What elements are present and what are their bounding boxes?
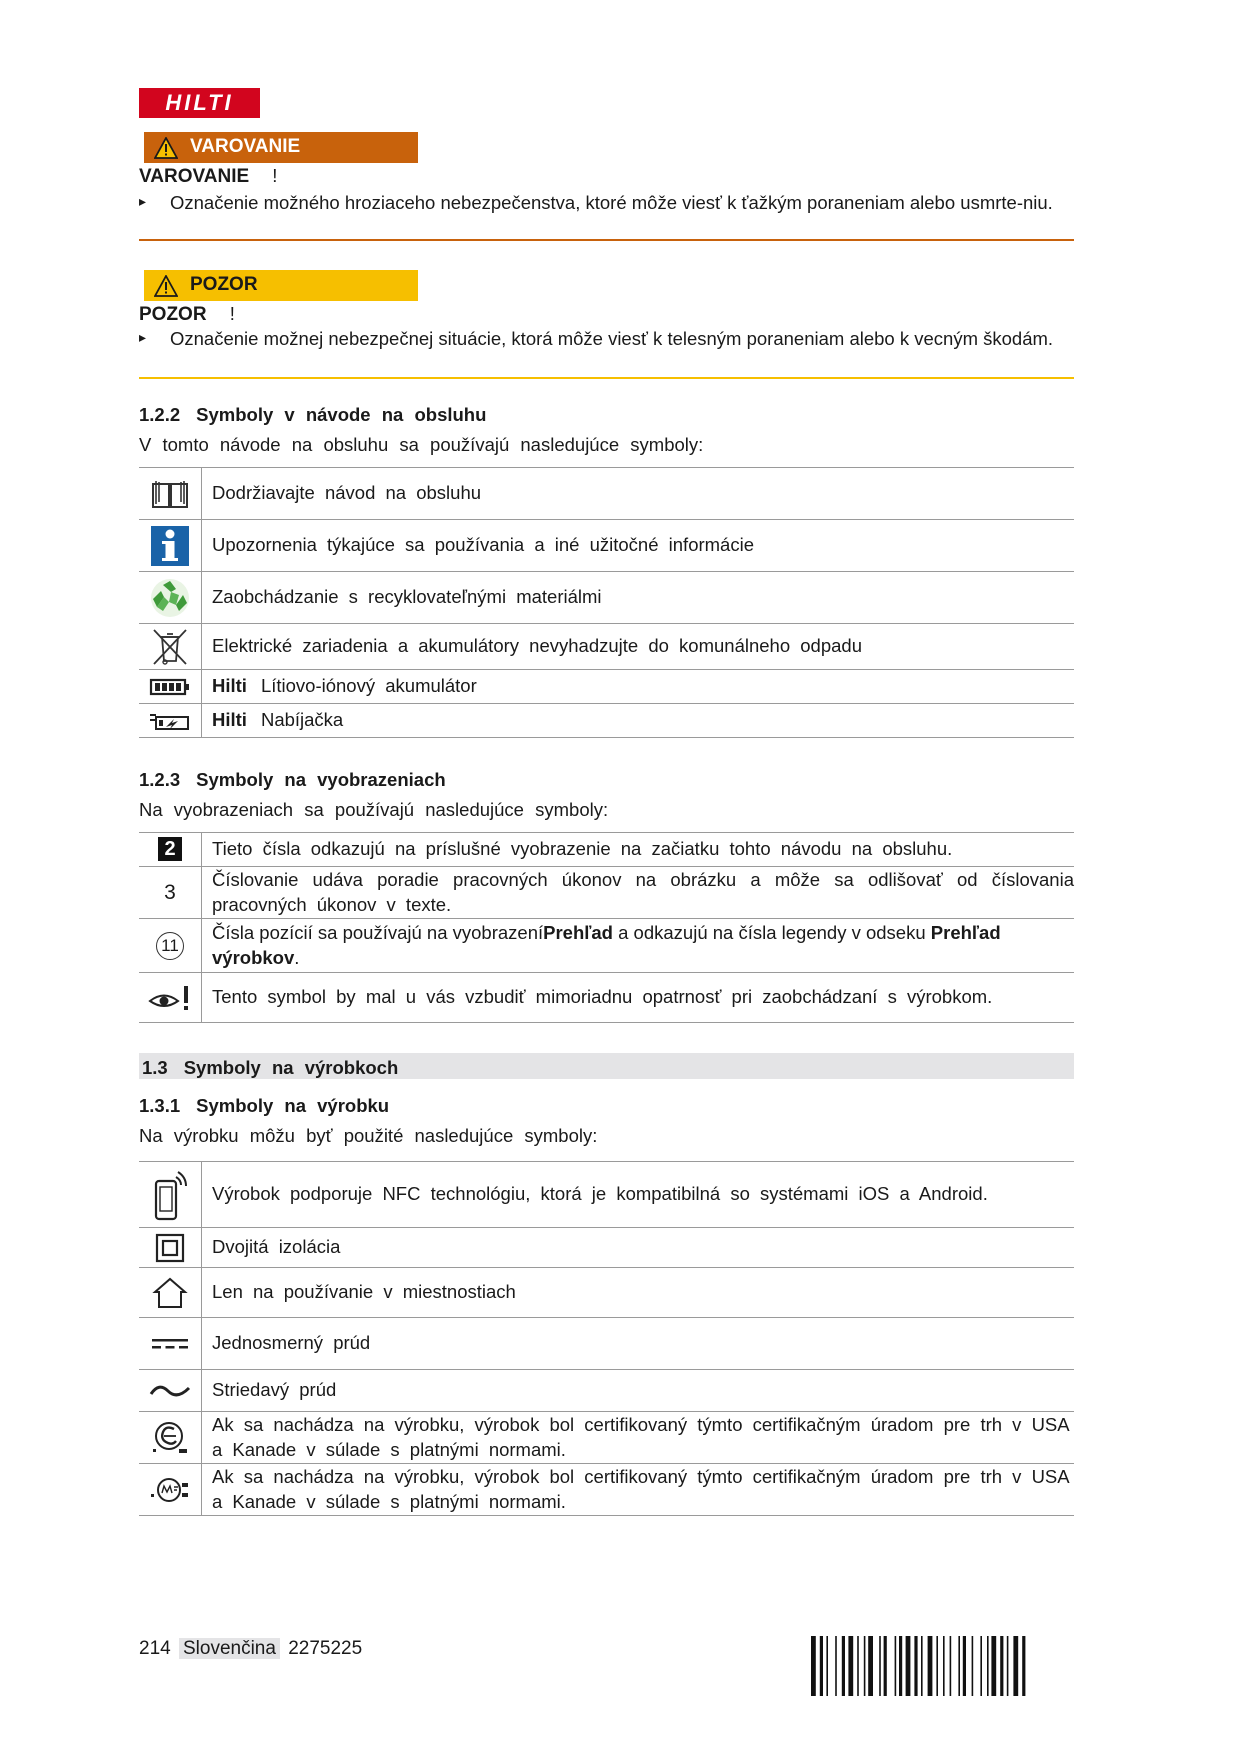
- section-1-2-3-intro: Na vyobrazeniach sa používajú nasledujúce symboly:: [139, 799, 609, 820]
- barcode-bar: [895, 1636, 897, 1696]
- csa-mark-icon: [150, 1418, 190, 1458]
- double-insulation-icon: [155, 1233, 185, 1263]
- text-part: Čísla pozícií sa používajú na vyobrazení: [212, 922, 544, 944]
- symbol-description: Len na používanie v miestnostiach: [202, 1268, 1075, 1318]
- table-row: [139, 1370, 1074, 1412]
- section-title: Symboly na vyobrazeniach: [196, 769, 446, 790]
- symbol-description: Jednosmerný prúd: [202, 1318, 1075, 1370]
- barcode-bar: [842, 1636, 845, 1696]
- figure-number-icon: 2: [158, 837, 182, 861]
- barcode-bar: [914, 1636, 917, 1696]
- document-number: 2275225: [288, 1638, 363, 1659]
- brand-label: Hilti: [212, 675, 247, 697]
- section-title: Symboly na výrobku: [196, 1095, 390, 1116]
- table-row: [139, 624, 1074, 670]
- barcode-bar: [980, 1636, 982, 1696]
- section-title: Symboly v návode na obsluhu: [196, 404, 487, 425]
- section-title: Symboly na výrobkoch: [183, 1057, 399, 1078]
- barcode-bar: [1007, 1636, 1009, 1696]
- symbol-description: Dvojitá izolácia: [202, 1228, 1075, 1268]
- section-1-3-bar: [139, 1053, 1074, 1079]
- barcode-icon: [811, 1636, 1075, 1696]
- table-row: [139, 919, 1074, 973]
- barcode-bar: [1022, 1636, 1025, 1696]
- hilti-logo-text: HILTI: [165, 90, 234, 115]
- symbol-description: Dodržiavajte návod na obsluhu: [202, 468, 1075, 520]
- barcode-bar: [826, 1636, 828, 1696]
- bold-reference: Prehľad výrobkov: [212, 922, 1001, 968]
- section-1-3-heading: [142, 1056, 398, 1080]
- table-row: [139, 867, 1074, 919]
- symbol-description: Ak sa nachádza na výrobku, výrobok bol certifikovaný týmto certifikačným úradom pre trh v USA a Kanade v súlade s platnými normami.: [202, 1412, 1075, 1464]
- table-row: [139, 1268, 1074, 1318]
- warning-rule: [139, 239, 1074, 241]
- section-1-2-2-intro: V tomto návode na obsluhu sa používajú nasledujúce symboly:: [139, 434, 704, 455]
- crossed-bin-icon: [150, 627, 190, 667]
- barcode-bar: [879, 1636, 881, 1696]
- dc-current-icon: [150, 1336, 190, 1352]
- barcode-bar: [857, 1636, 859, 1696]
- nfc-phone-icon: [150, 1167, 190, 1223]
- caution-exclaim: !: [229, 303, 235, 324]
- brand-label: Hilti: [212, 709, 247, 731]
- warning-text: ▸ Označenie možného hroziaceho nebezpečenstva, ktoré môže viesť k ťažkým poraneniam alebo usmrte-niu.: [139, 191, 1074, 215]
- symbol-description: Tento symbol by mal u vás vzbudiť mimoriadnu opatrnosť pri zaobchádzaní s výrobkom.: [202, 973, 1075, 1023]
- caution-triangle-icon: [154, 275, 178, 297]
- battery-icon: [149, 677, 191, 697]
- ac-current-icon: [148, 1380, 192, 1402]
- barcode-bar: [868, 1636, 873, 1696]
- barcode-bar: [943, 1636, 945, 1696]
- table-row: [139, 1412, 1074, 1464]
- met-mark-icon: [149, 1475, 191, 1505]
- barcode-bar: [848, 1636, 853, 1696]
- position-numbers-text: [202, 919, 1075, 973]
- caution-title: POZOR: [139, 304, 207, 325]
- indoor-house-icon: [152, 1276, 188, 1310]
- symbol-description: Upozornenia týkajúce sa používania a iné užitočné informácie: [202, 520, 1075, 572]
- warning-exclaim: !: [272, 165, 278, 186]
- table-row: [139, 1318, 1074, 1370]
- symbol-description: Elektrické zariadenia a akumulátory nevyhadzujte do komunálneho odpadu: [202, 624, 1075, 670]
- bold-reference: Prehľad: [543, 922, 613, 944]
- caution-text: ▸ Označenie možnej nebezpečnej situácie, ktorá môže viesť k telesným poraneniam alebo k vecným škodám.: [139, 327, 1074, 351]
- recycle-icon: [149, 577, 191, 619]
- table-row: [139, 1162, 1074, 1228]
- barcode-bar: [991, 1636, 996, 1696]
- table-row: [139, 572, 1074, 624]
- section-number: 1.2.2: [139, 404, 181, 425]
- warning-title: VAROVANIE: [139, 166, 250, 187]
- barcode-bar: [835, 1636, 837, 1696]
- caution-banner-label: POZOR: [190, 274, 258, 296]
- section-1-3-1-heading: [139, 1094, 389, 1118]
- barcode-bar: [864, 1636, 866, 1696]
- symbol-description: Lítiovo-iónový akumulátor: [260, 675, 477, 697]
- book-icon: [150, 478, 190, 510]
- barcode-bar: [1013, 1636, 1018, 1696]
- hilti-battery-row-text: [202, 670, 1075, 704]
- caution-heading: [139, 302, 235, 328]
- table-row: [139, 704, 1074, 738]
- table-row: [139, 670, 1074, 704]
- hilti-charger-row-text: [202, 704, 1075, 738]
- section-1-2-2-heading: [139, 403, 486, 427]
- charger-icon: [148, 709, 192, 733]
- table-row: [139, 520, 1074, 572]
- warning-banner: [144, 132, 418, 163]
- barcode-bar: [936, 1636, 938, 1696]
- section-number: 1.3.1: [139, 1095, 181, 1116]
- table-row: [139, 1464, 1074, 1516]
- section-number: 1.3: [142, 1057, 168, 1078]
- symbol-description: Striedavý prúd: [202, 1370, 1075, 1412]
- symbol-description: Nabíjačka: [260, 709, 344, 731]
- text-part: .: [294, 946, 300, 968]
- position-number-icon: 11: [156, 932, 184, 960]
- info-icon: [150, 525, 190, 567]
- table-row: [139, 973, 1074, 1023]
- barcode-bar: [972, 1636, 974, 1696]
- footer-language: Slovenčina: [179, 1638, 280, 1659]
- symbol-description: Výrobok podporuje NFC technológiu, ktorá je kompatibilná so systémami iOS a Android.: [202, 1162, 1075, 1228]
- warning-banner-label: VAROVANIE: [190, 136, 301, 158]
- hilti-logo: [139, 88, 260, 118]
- symbol-description: Ak sa nachádza na výrobku, výrobok bol certifikovaný týmto certifikačným úradom pre trh v USA a Kanade v súlade s platnými normami.: [202, 1464, 1075, 1516]
- step-number-icon: 3: [164, 880, 176, 904]
- barcode-bar: [899, 1636, 902, 1696]
- section-number: 1.2.3: [139, 769, 181, 790]
- barcode-bar: [811, 1636, 816, 1696]
- attention-eye-icon: [148, 984, 192, 1012]
- warning-heading: [139, 164, 277, 190]
- manual-symbols-table: [139, 467, 1074, 738]
- caution-rule: [139, 377, 1074, 379]
- barcode-bar: [884, 1636, 887, 1696]
- section-1-2-3-heading: [139, 768, 446, 792]
- text-part: a odkazujú na čísla legendy v odseku: [612, 922, 931, 944]
- barcode-bar: [950, 1636, 952, 1696]
- barcode-bar: [928, 1636, 933, 1696]
- product-symbols-table: [139, 1161, 1074, 1516]
- caution-banner: [144, 270, 418, 301]
- section-1-3-1-intro: Na výrobku môžu byť použité nasledujúce symboly:: [139, 1125, 598, 1146]
- barcode-bar: [963, 1636, 966, 1696]
- symbol-description: Zaobchádzanie s recyklovateľnými materiálmi: [202, 572, 1075, 624]
- barcode-bar: [906, 1636, 911, 1696]
- barcode-bar: [958, 1636, 960, 1696]
- symbol-description: Tieto čísla odkazujú na príslušné vyobrazenie na začiatku tohto návodu na obsluhu.: [202, 833, 1075, 867]
- table-row: [139, 833, 1074, 867]
- page-footer: [139, 1637, 362, 1662]
- barcode-bar: [820, 1636, 823, 1696]
- barcode-bar: [1000, 1636, 1003, 1696]
- barcode-bar: [987, 1636, 989, 1696]
- page-number: 214: [139, 1638, 171, 1659]
- symbol-description: Číslovanie udáva poradie pracovných úkonov na obrázku a môže sa odlišovať od číslovania pracovných úkonov v texte.: [202, 867, 1075, 919]
- table-row: [139, 468, 1074, 520]
- figure-symbols-table: [139, 832, 1074, 1023]
- warning-triangle-icon: [154, 137, 178, 159]
- barcode-bar: [921, 1636, 923, 1696]
- table-row: [139, 1228, 1074, 1268]
